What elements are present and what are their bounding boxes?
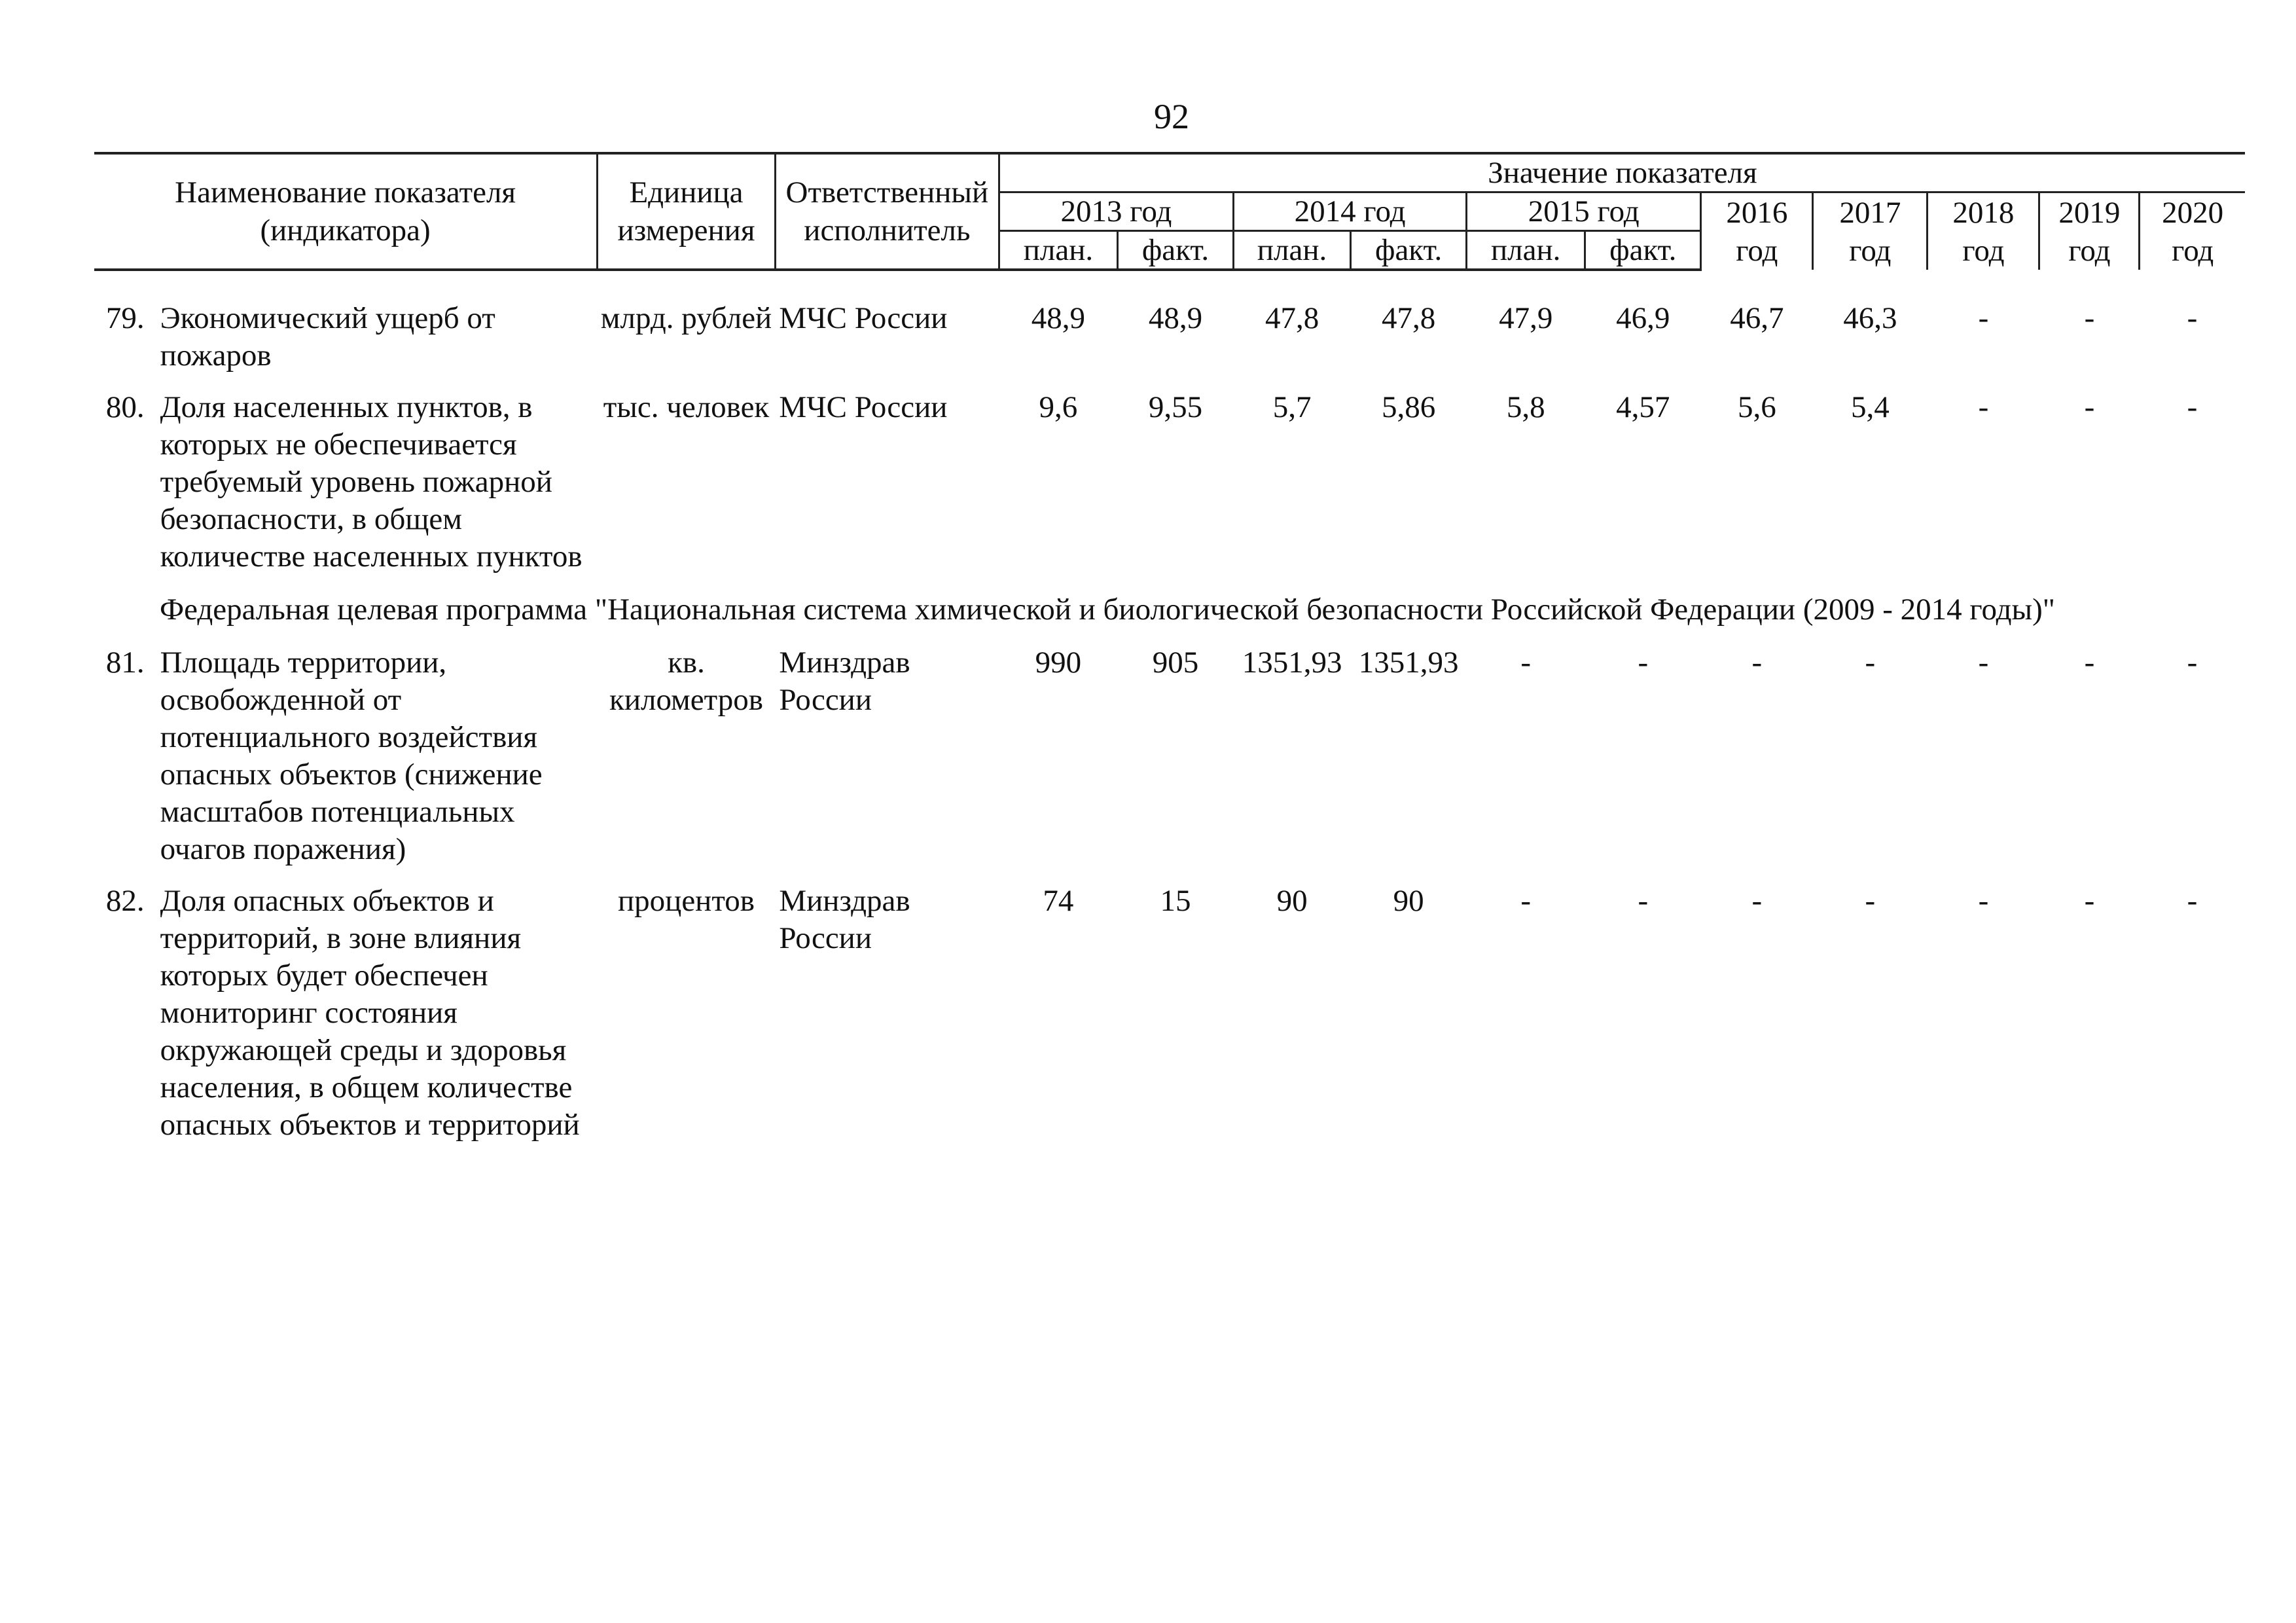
value-2015-plan: - (1520, 646, 1532, 680)
header-fact-2013: факт. (1117, 231, 1233, 270)
value-2016: - (1751, 646, 1763, 680)
header-fact-2015: факт. (1585, 231, 1701, 270)
table-row (94, 300, 2245, 389)
header-year-word: год (2068, 233, 2111, 268)
header-year-2017 (1813, 192, 1928, 270)
section-title: Федеральная целевая программа "Национальная система химической и биологической безопасности Российской Федерации (2009 - 2014 годы)" (160, 593, 2055, 627)
value-2018: - (1978, 390, 1989, 424)
header-year-2016 (1701, 192, 1813, 270)
header-year-2020-num: 2020 (2162, 195, 2224, 230)
header-plan-2013: план. (999, 231, 1117, 270)
executor-cell: МЧС России (779, 390, 948, 424)
header-year-2013: 2013 год (999, 192, 1233, 231)
unit-cell: процентов (618, 884, 755, 918)
spacer-cell (94, 270, 2245, 300)
unit-cell: млрд. рублей (600, 301, 772, 335)
header-year-word: год (1849, 233, 1892, 268)
table-header (94, 153, 2245, 270)
value-2019: - (2084, 390, 2095, 424)
value-2017: - (1865, 884, 1876, 918)
value-2014-fact: 5,86 (1382, 390, 1436, 424)
header-year-2014: 2014 год (1234, 192, 1467, 231)
indicators-table (94, 152, 2245, 1158)
value-2015-fact: 4,57 (1616, 390, 1670, 424)
section-row (94, 590, 2245, 644)
value-2017: 5,4 (1851, 390, 1890, 424)
table-body (94, 270, 2245, 1158)
value-2015-plan: 5,8 (1506, 390, 1545, 424)
value-2013-fact: 9,55 (1148, 390, 1203, 424)
value-2016: 5,6 (1737, 390, 1776, 424)
value-2013-fact: 48,9 (1148, 301, 1203, 335)
header-year-2020 (2140, 192, 2245, 270)
header-year-2015: 2015 год (1467, 192, 1701, 231)
value-2013-fact: 905 (1152, 646, 1199, 680)
unit-cell: кв. километров (609, 646, 763, 717)
value-2015-fact: - (1638, 646, 1649, 680)
header-year-word: год (1962, 233, 2005, 268)
value-2017: 46,3 (1843, 301, 1897, 335)
header-fact-2014: факт. (1351, 231, 1467, 270)
header-year-2018-num: 2018 (1952, 195, 2015, 230)
header-plan-2015: план. (1467, 231, 1585, 270)
value-2019: - (2084, 646, 2095, 680)
header-year-2017-num: 2017 (1839, 195, 1901, 230)
header-unit (598, 153, 776, 270)
table-row (94, 883, 2245, 1158)
value-2016: - (1751, 884, 1763, 918)
row-number: 80. (105, 390, 145, 424)
value-2019: - (2084, 301, 2095, 335)
indicator-name: Площадь территории, освобожденной от потенциального воздействия опасных объектов (снижение масштабов потенциальных очагов поражения) (160, 646, 543, 866)
value-2016: 46,7 (1730, 301, 1784, 335)
value-2017: - (1865, 646, 1876, 680)
header-year-2019 (2039, 192, 2140, 270)
value-2020: - (2187, 390, 2198, 424)
value-2019: - (2084, 884, 2095, 918)
table-row (94, 389, 2245, 590)
spacer-row (94, 270, 2245, 300)
value-2013-plan: 74 (1043, 884, 1074, 918)
value-2018: - (1978, 884, 1989, 918)
table-row (94, 644, 2245, 883)
header-year-2018 (1928, 192, 2039, 270)
value-2013-plan: 990 (1035, 646, 1082, 680)
header-year-word: год (2172, 233, 2214, 268)
header-year-2016-num: 2016 (1726, 195, 1788, 230)
value-2015-plan: - (1520, 884, 1532, 918)
value-2014-fact: 1351,93 (1358, 646, 1459, 680)
header-executor (775, 153, 999, 270)
value-2018: - (1978, 646, 1989, 680)
value-2013-fact: 15 (1160, 884, 1191, 918)
value-2015-plan: 47,9 (1499, 301, 1553, 335)
value-2015-fact: - (1638, 884, 1649, 918)
value-2014-plan: 47,8 (1265, 301, 1319, 335)
value-2018: - (1978, 301, 1989, 335)
header-value: Значение показателя (999, 153, 2245, 192)
value-2020: - (2187, 646, 2198, 680)
executor-cell: Минздрав России (779, 646, 910, 717)
row-number: 79. (105, 301, 145, 335)
header-plan-2014: план. (1234, 231, 1351, 270)
value-2020: - (2187, 301, 2198, 335)
row-number: 81. (105, 646, 145, 680)
value-2015-fact: 46,9 (1616, 301, 1670, 335)
value-2013-plan: 9,6 (1039, 390, 1078, 424)
value-2014-fact: 90 (1393, 884, 1424, 918)
indicator-name: Доля опасных объектов и территорий, в зоне влияния которых будет обеспечен мониторинг состояния окружающей среды и здоровья населения, в общем количестве опасных объектов и территорий (160, 884, 580, 1142)
executor-cell: Минздрав России (779, 884, 910, 955)
value-2013-plan: 48,9 (1031, 301, 1086, 335)
indicator-name: Экономический ущерб от пожаров (160, 301, 495, 373)
header-executor-text: Ответственный исполнитель (785, 175, 989, 247)
unit-cell: тыс. человек (603, 390, 770, 424)
value-2014-plan: 5,7 (1272, 390, 1312, 424)
executor-cell: МЧС России (779, 301, 948, 335)
header-unit-text: Единица измерения (617, 175, 755, 247)
indicator-name: Доля населенных пунктов, в которых не обеспечивается требуемый уровень пожарной безопасности, в общем количестве населенных пунктов (160, 390, 583, 574)
value-2014-plan: 1351,93 (1242, 646, 1342, 680)
row-number: 82. (105, 884, 145, 918)
header-year-word: год (1736, 233, 1778, 268)
value-2020: - (2187, 884, 2198, 918)
page-number: 92 (1154, 97, 1189, 136)
value-2014-plan: 90 (1276, 884, 1308, 918)
value-2014-fact: 47,8 (1382, 301, 1436, 335)
header-year-2019-num: 2019 (2058, 195, 2121, 230)
header-name: Наименование показателя (индикатора) (94, 153, 598, 270)
